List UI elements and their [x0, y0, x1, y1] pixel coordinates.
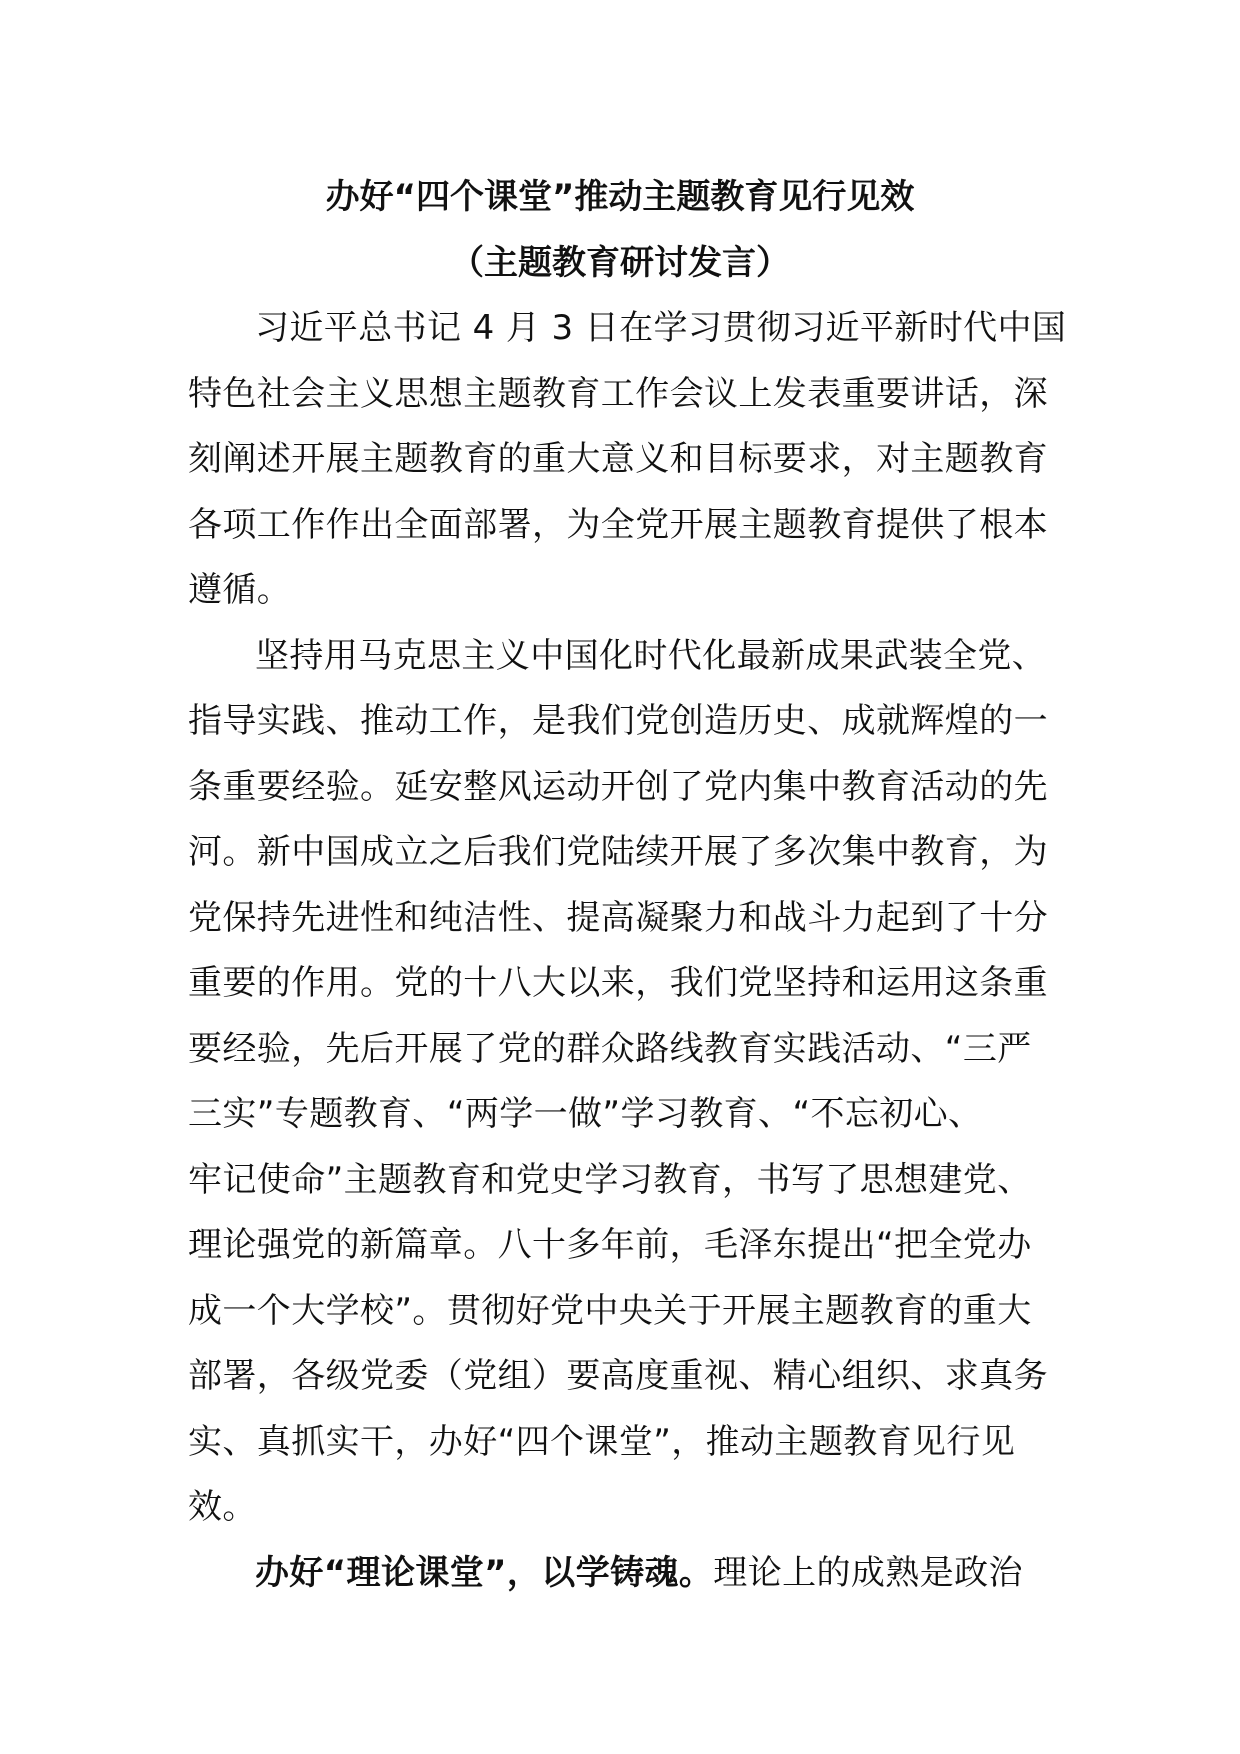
paragraph-line: 各项工作作出全面部署，为全党开展主题教育提供了根本 [188, 504, 1048, 545]
paragraph-line: 刻阐述开展主题教育的重大意义和目标要求，对主题教育 [188, 439, 1048, 479]
paragraph-line: 指导实践、推动工作，是我们党创造历史、成就辉煌的一 [188, 701, 1048, 741]
paragraph-line: 遵循。 [188, 570, 292, 610]
document-subtitle: （主题教育研讨发言） [450, 243, 790, 283]
paragraph-line: 习近平总书记 4 月 3 日在学习贯彻习近平新时代中国 [255, 308, 1067, 348]
paragraph-line: 部署，各级党委（党组）要高度重视、精心组织、求真务 [188, 1356, 1048, 1396]
paragraph-line [188, 1541, 1055, 1607]
paragraph-line: 特色社会主义思想主题教育工作会议上发表重要讲话，深 [188, 373, 1048, 414]
paragraph-1 [188, 296, 1067, 624]
paragraph-2 [188, 624, 1055, 1541]
paragraph-line: 牢记使命”主题教育和党史学习教育，书写了思想建党、 [188, 1159, 1032, 1200]
paragraph-line: 效。 [188, 1487, 257, 1527]
paragraph-line: 党保持先进性和纯洁性、提高凝聚力和战斗力起到了十分 [188, 897, 1048, 938]
paragraph-3 [188, 1541, 1055, 1607]
paragraph-line: 坚持用马克思主义中国化时代化最新成果武装全党、 [255, 635, 1047, 676]
paragraph-line: 成一个大学校”。贯彻好党中央关于开展主题教育的重大 [188, 1290, 1032, 1331]
paragraph-line: 重要的作用。党的十八大以来，我们党坚持和运用这条重 [188, 963, 1048, 1003]
paragraph-text: 理论上的成熟是政治 [713, 1552, 1023, 1593]
paragraph-line: 三实”专题教育、“两学一做”学习教育、“不忘初心、 [188, 1094, 983, 1134]
section-heading-theory-classroom: 办好“理论课堂”，以学铸魂。 [255, 1552, 714, 1593]
document-body [188, 296, 1067, 1606]
paragraph-line: 实、真抓实干，办好“四个课堂”，推动主题教育见行见 [188, 1421, 1016, 1462]
paragraph-line: 条重要经验。延安整风运动开创了党内集中教育活动的先 [188, 766, 1048, 807]
paragraph-line: 要经验，先后开展了党的群众路线教育实践活动、“三严 [188, 1028, 1032, 1069]
paragraph-line: 理论强党的新篇章。八十多年前，毛泽东提出“把全党办 [188, 1225, 1032, 1265]
paragraph-line: 河。新中国成立之后我们党陆续开展了多次集中教育，为 [188, 832, 1048, 872]
document-title: 办好“四个课堂”推动主题教育见行见效 [325, 177, 915, 217]
